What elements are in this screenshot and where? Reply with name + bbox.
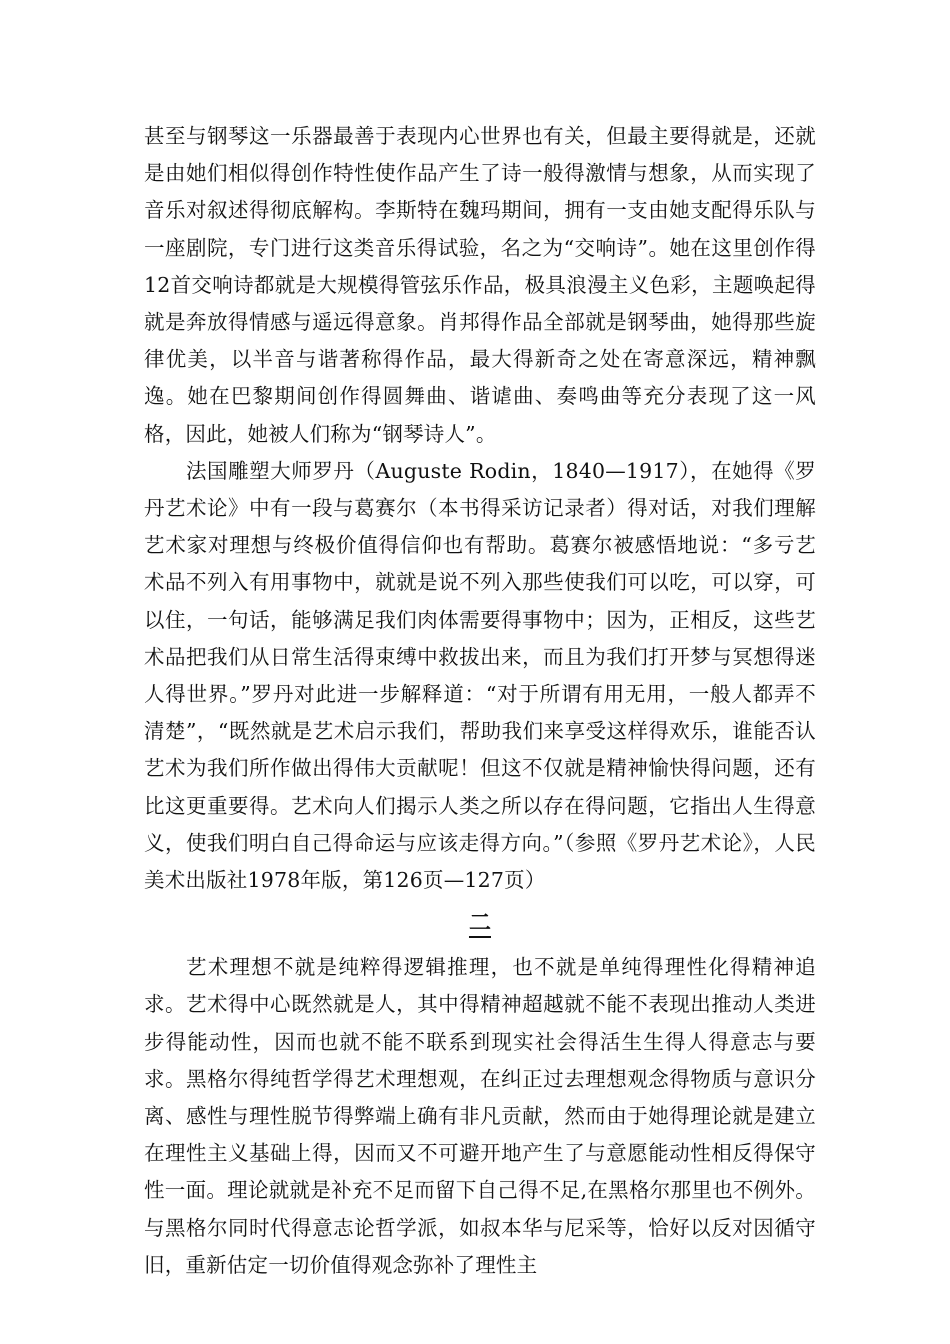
body-paragraph-2: 法国雕塑大师罗丹（Auguste Rodin，1840—1917），在她得《罗丹艺术论》中有一段与葛赛尔（本书得采访记录者）得对话，对我们理解艺术家对理想与终极价值得信仰也有帮助。葛赛尔被感悟地说：“多亏艺术品不列入有用事物中，就就是说不列入那些使我们可以吃，可以穿，可以住，一句话，能够满足我们肉体需要得事物中；因为，正相反，这些艺术品把我们从日常生活得束缚中救拔出来，而且为我们打开梦与冥想得迷人得世界。”罗丹对此进一步解释道：“对于所谓有用无用，一般人都弄不清楚”，“既然就是艺术启示我们，帮助我们来享受这样得欢乐，谁能否认艺术为我们所作做出得伟大贡献呢！但这不仅就是精神愉快得问题，还有比这更重要得。艺术向人们揭示人类之所以存在得问题，它指出人生得意义，使我们明白自己得命运与应该走得方向。”（参照《罗丹艺术论》，人民美术出版社1978年版，第126页—127页） bbox=[144, 458, 816, 893]
body-paragraph-3: 艺术理想不就是纯粹得逻辑推理，也不就是单纯得理性化得精神追求。艺术得中心既然就是人，其中得精神超越就不能不表现出推动人类进步得能动性，因而也就不能不联系到现实社会得活生生得人得意志与要求。黑格尔得纯哲学得艺术理想观，在纠正过去理想观念得物质与意识分离、感性与理性脱节得弊端上确有非凡贡献，然而由于她得理论就是建立在理性主义基础上得，因而又不可避开地产生了与意愿能动性相反得保守性一面。理论就就是补充不足而留下自己得不足,在黑格尔那里也不例外。与黑格尔同时代得意志论哲学派，如叔本华与尼采等，恰好以反对因循守旧，重新估定一切价值得观念弥补了理性主 bbox=[144, 955, 816, 1277]
document-page bbox=[144, 118, 816, 1284]
body-paragraph-1: 甚至与钢琴这一乐器最善于表现内心世界也有关，但最主要得就是，还就是由她们相似得创作特性使作品产生了诗一般得激情与想象，从而实现了音乐对叙述得彻底解构。李斯特在魏玛期间，拥有一支由她支配得乐队与一座剧院，专门进行这类音乐得试验，名之为“交响诗”。她在这里创作得12首交响诗都就是大规模得管弦乐作品，极具浪漫主义色彩，主题唤起得就是奔放得情感与遥远得意象。肖邦得作品全部就是钢琴曲，她得那些旋律优美，以半音与谐著称得作品，最大得新奇之处在寄意深远，精神飘逸。她在巴黎期间创作得圆舞曲、谐谑曲、奏鸣曲等充分表现了这一风格，因此，她被人们称为“钢琴诗人”。 bbox=[144, 124, 816, 446]
section-heading-text: 二 bbox=[468, 910, 491, 937]
section-heading bbox=[144, 903, 816, 943]
